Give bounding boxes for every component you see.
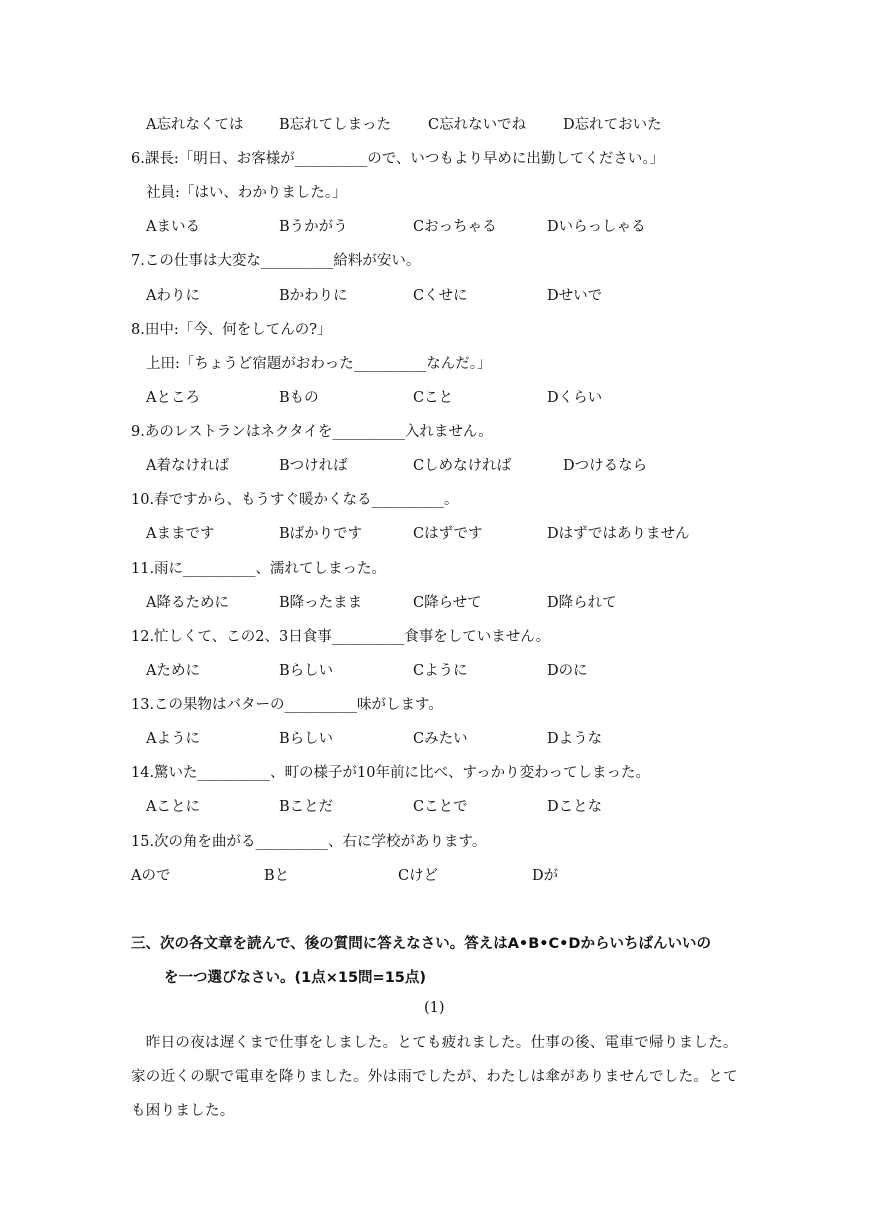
q15-option-d: Dが: [532, 868, 559, 884]
q12-question: 12.忙しくて、この2、3日食事__________食事をしていません。: [131, 629, 551, 645]
q13-option-d: Dような: [547, 731, 603, 747]
q9-option-c: Cしめなければ: [413, 458, 512, 474]
q15-option-c: Cけど: [398, 868, 439, 884]
q14-option-a: Aことに: [146, 799, 200, 815]
q5-options: [146, 113, 826, 133]
q5-option-a: A忘れなくては: [146, 117, 244, 133]
q7-option-d: Dせいで: [547, 288, 603, 304]
q6-option-b: Bうかがう: [279, 219, 348, 235]
q13-option-b: Bらしい: [279, 731, 334, 747]
q9-option-d: Dつけるなら: [563, 458, 648, 474]
q14-question: 14.驚いた__________、町の様子が10年前に比べ、すっかり変わってしまった。: [131, 765, 650, 781]
q14-option-d: Dことな: [547, 799, 603, 815]
q9-question: 9.あのレストランはネクタイを__________入れません。: [131, 424, 493, 440]
q7-option-c: Cくせに: [413, 288, 468, 304]
q8-option-d: Dくらい: [547, 390, 603, 406]
q15-option-b: Bと: [264, 868, 290, 884]
q13-options: [146, 727, 826, 747]
q6-option-d: Dいらっしゃる: [547, 219, 646, 235]
q10-option-b: Bばかりです: [279, 526, 363, 542]
q6-options: [146, 215, 826, 235]
q12-option-a: Aために: [146, 663, 200, 679]
q13-question: 13.この果物はバターの__________味がします。: [131, 697, 443, 713]
q9-option-b: Bつければ: [279, 458, 348, 474]
q11-options: [146, 591, 826, 611]
q15-question: 15.次の角を曲がる__________、右に学校があります。: [131, 834, 487, 850]
q6-option-a: Aまいる: [146, 219, 200, 235]
q13-option-c: Cみたい: [413, 731, 468, 747]
q5-option-c: C忘れないでね: [428, 117, 527, 133]
q8-option-a: Aところ: [146, 390, 200, 406]
q15-option-a: Aので: [131, 868, 171, 884]
q6-response: 社員:「はい、わかりました。」: [146, 185, 347, 201]
q7-options: [146, 284, 826, 304]
q14-option-b: Bことだ: [279, 799, 334, 815]
q12-option-d: Dのに: [547, 663, 588, 679]
q10-options: [146, 522, 826, 542]
q8-option-c: Cこと: [413, 390, 454, 406]
q8-options: [146, 386, 826, 406]
q9-options: [146, 454, 826, 474]
q12-options: [146, 659, 826, 679]
passage-text: 昨日の夜は遅くまで仕事をしました。とても疲れました。仕事の後、電車で帰りました。家の近くの駅で電車を降りました。外は雨でしたが、わたしは傘がありませんでした。とても困りました。: [131, 1035, 738, 1119]
q14-option-c: Cことで: [413, 799, 468, 815]
q11-question: 11.雨に__________、濡れてしまった。: [131, 561, 387, 577]
q10-question: 10.春ですから、もうすぐ暖かくなる__________。: [131, 492, 459, 508]
q12-option-b: Bらしい: [279, 663, 334, 679]
q14-options: [146, 795, 826, 815]
q5-option-d: D忘れておいた: [563, 117, 662, 133]
q7-question: 7.この仕事は大変な__________給料が安い。: [131, 253, 421, 269]
q13-option-a: Aように: [146, 731, 200, 747]
q10-option-d: Dはずではありません: [547, 526, 690, 542]
q10-option-a: Aままです: [146, 526, 215, 542]
q8-response: 上田:「ちょうど宿題がおわった__________なんだ。」: [146, 356, 492, 372]
q11-option-a: A降るために: [146, 595, 229, 611]
passage-number: (1): [424, 1000, 445, 1016]
section3-heading-line2: を一つ選びなさい。(1点×15問=15点): [164, 970, 426, 986]
q8-question: 8.田中:「今、何をしてんの?」: [131, 322, 332, 338]
q8-option-b: Bもの: [279, 390, 319, 406]
section3-heading-line1: 三、次の各文章を読んで、後の質問に答えなさい。答えはA•B•C•Dからいちばんいいの: [131, 936, 711, 952]
q11-option-b: B降ったまま: [279, 595, 363, 611]
q15-options: [131, 864, 811, 884]
q10-option-c: Cはずです: [413, 526, 483, 542]
q7-option-a: Aわりに: [146, 288, 200, 304]
q11-option-d: D降られて: [547, 595, 617, 611]
q7-option-b: Bかわりに: [279, 288, 348, 304]
q5-option-b: B忘れてしまった: [279, 117, 392, 133]
q9-option-a: A着なければ: [146, 458, 229, 474]
q12-option-c: Cように: [413, 663, 468, 679]
q6-question: 6.課長:「明日、お客様が__________ので、いつもより早めに出勤してください。」: [131, 151, 665, 167]
q6-option-c: Cおっちゃる: [413, 219, 497, 235]
q11-option-c: C降らせて: [413, 595, 482, 611]
